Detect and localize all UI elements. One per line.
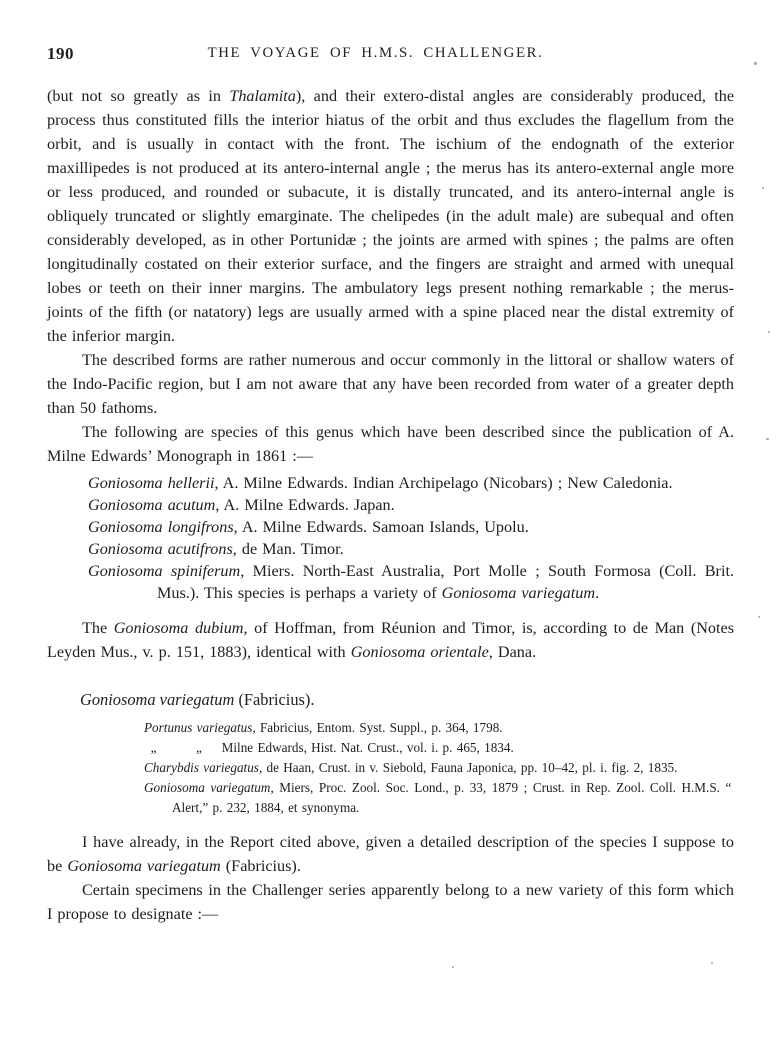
- page-header: [47, 44, 734, 64]
- species-item-hellerii: Goniosoma hellerii, A. Milne Edwards. Indian Archipelago (Nicobars) ; New Caledonia.: [88, 474, 673, 492]
- scan-speck: [754, 62, 757, 65]
- scan-speck: [452, 966, 454, 968]
- scan-speck: [762, 187, 764, 189]
- species-item-spiniferum: Goniosoma spiniferum, Miers. North-East Australia, Port Molle ; South Formosa (Coll. Brit. Mus.). This species is perhaps a variety of Goniosoma variegatum.: [88, 562, 734, 602]
- synonymy-item-charybdis: Charybdis variegatus, de Haan, Crust. in v. Siebold, Fauna Japonica, pp. 10–42, pl. i. fig. 2, 1835.: [144, 760, 678, 775]
- scan-speck: [758, 616, 760, 618]
- running-title: THE VOYAGE OF H.M.S. CHALLENGER.: [207, 45, 544, 61]
- synonymy-item-portunus: Portunus variegatus, Fabricius, Entom. Syst. Suppl., p. 364, 1798.: [144, 720, 503, 735]
- species-item-acutum: Goniosoma acutum, A. Milne Edwards. Japan.: [88, 496, 395, 514]
- species-item-longifrons: Goniosoma longifrons, A. Milne Edwards. Samoan Islands, Upolu.: [88, 518, 529, 536]
- species-list: [47, 472, 734, 604]
- species-item-acutifrons: Goniosoma acutifrons, de Man. Timor.: [88, 540, 344, 558]
- scan-speck: [768, 331, 770, 333]
- paragraph-distribution: The described forms are rather numerous and occur commonly in the littoral or shallow waters of the Indo-Pacific region, but I am not aware that any have been recorded from water of a greater depth than 50 fathoms.: [47, 351, 734, 417]
- page-number: 190: [47, 44, 74, 63]
- paragraph-new-variety: Certain specimens in the Challenger series apparently belong to a new variety of this form which I propose to designate :—: [47, 881, 734, 923]
- synonymy-list: [144, 718, 734, 818]
- synonymy-item-goniosoma: Goniosoma variegatum, Miers, Proc. Zool. Soc. Lond., p. 33, 1879 ; Crust. in Rep. Zool. Coll. H.M.S. “ Alert,” p. 232, 1884, et synonyma.: [144, 780, 734, 815]
- paragraph-orbit-description: (but not so greatly as in Thalamita), and their extero-distal angles are considerably produced, the process thus constituted fills the interior hiatus of the orbit and thus excludes the flagellum from the orbit, and is usually in contact with the front. The ischium of the endognath of the exterior maxillipedes is not produced at its antero-internal angle ; the merus has its antero-external angle more or less produced, and rounded or subacute, it is distally truncated, and its antero-internal angle is obliquely truncated or slightly emarginate. The chelipedes (in the adult male) are subequal and often considerably developed, as in other Portunidæ ; the joints are armed with spines ; the palms are often longitudinally costated on their exterior surface, and the fingers are straight and armed with unequal lobes or teeth on their inner margins. The ambulatory legs present nothing remarkable ; the merus-joints of the fifth (or natatory) legs are usually armed with a spine placed near the distal extremity of the inferior margin.: [47, 87, 735, 345]
- synonymy-item-ditto: „ „ Milne Edwards, Hist. Nat. Crust., vol. i. p. 465, 1834.: [144, 740, 514, 755]
- paragraph-dubium-note: The Goniosoma dubium, of Hoffman, from Réunion and Timor, is, according to de Man (Notes Leyden Mus., v. p. 151, 1883), identical with Goniosoma orientale, Dana.: [47, 619, 734, 661]
- scan-speck: [766, 438, 769, 440]
- section-heading-variegatum: Goniosoma variegatum (Fabricius).: [80, 690, 315, 709]
- scan-speck: [711, 962, 713, 964]
- paragraph-report-reference: I have already, in the Report cited above, given a detailed description of the species I suppose to be Goniosoma variegatum (Fabricius).: [47, 833, 734, 875]
- paragraph-species-intro: The following are species of this genus which have been described since the publication of A. Milne Edwards’ Monograph in 1861 :—: [47, 423, 734, 465]
